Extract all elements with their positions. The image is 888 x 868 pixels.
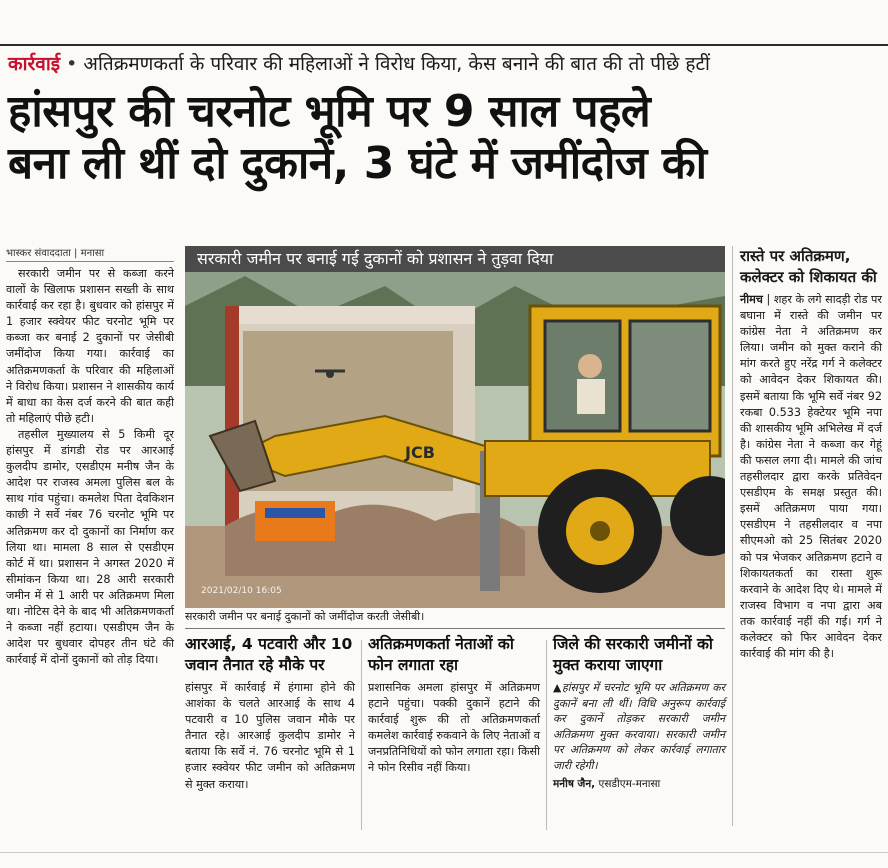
photo-timestamp: 2021/02/10 16:05 (201, 586, 282, 596)
sidebar-heading: रास्ते पर अतिक्रमण, कलेक्टर को शिकायत की (740, 247, 877, 286)
headline (8, 86, 884, 190)
byline: भास्कर संवाददाता | मनासा (6, 245, 174, 262)
main-story-column (6, 245, 174, 668)
section-tag: कार्रवाई (8, 53, 61, 75)
kicker-bullet: • (66, 53, 78, 75)
signature-title: एसडीएम-मनासा (598, 777, 661, 790)
quote-signature (553, 776, 725, 792)
sidebar-text: | शहर के लगे सादड़ी रोड पर बघाना में रास्ते की जमीन पर कांग्रेस नेता ने अतिक्रमण कर लिया। जमीन को मुक्त कराने की मांग करते हुए नरेंद्र गर्ग ने कलेक्टर को आवेदन देकर शिकायत की। इसमें बताया कि भूमि सर्वे नंबर 92 रकबा 0.533 हेक्टेयर भूमि नपा की शासकीय भूमि अभिलेख में दर्ज है। कांग्रेस नेता ने कब्जा कर गेहूं की फसल लगा दी। मामले की जांच तहसीलदार द्वारा करके प्रतिवेदन एसडीएम के समक्ष प्रस्तुत की। इसमें अतिक्रमण पाया गया। एसडीएम ने तहसीलदार व नपा सीएमओ को 25 सितंबर 2020 को पत्र भेजकर अतिक्रमण हटाने व शिकायतकर्ता का रास्ता शुरू करवाने के आदेश दिए थे। मामले में राजस्व विभाग व नपा द्वारा अब तक कार्रवाई नहीं की गई। गर्ग ने कलेक्टर को फिर आवेदन देकर कार्रवाई की मांग की है। (740, 293, 882, 661)
main-story-paragraph-2: तहसील मुख्यालय से 5 किमी दूर हांसपुर में डांगडी रोड पर आरआई कुलदीप डामोर, एसडीएम मनीष जैन के आदेश पर राजस्व अमला पुलिस बल के साथ गांव पहुंचा। कमलेश पिता देवकिशन काछी ने सर्वे नंबर 76 चरनोट भूमि पर अतिक्रमण कर दो दुकानों का निर्माण कर लिया था। मामला 8 साल से एसडीएम कोर्ट में था। प्रशासन ने अगस्त 2020 में सीमांकन किया था। 28 आरी सरकारी जमीन में से 1 आरी पर अतिक्रमण मिला था। नोटिस देने के बाद भी अतिक्रमणकर्ता ने कब्जा नहीं हटाया। एसडीएम जैन के आदेश पर बुधवार दोपहर तीन घंटे की कार्रवाई में दोनों दुकानों को तोड़ दिया। (6, 427, 174, 667)
sub-story-3-heading: जिले की सरकारी जमीनों को मुक्त कराया जाएगा (553, 635, 713, 674)
sub-story-3 (553, 634, 725, 792)
sub-story-2 (368, 634, 540, 777)
jcb-logo: JCB (405, 443, 435, 462)
sdm-quote: ▲हांसपुर में चरनोट भूमि पर अतिक्रमण कर दुकानें बना ली थीं। विधि अनुरूप कार्रवाई कर दुकानें तोड़कर सरकारी जमीन अतिक्रमण मुक्त करवाया। सरकारी जमीन पर अतिक्रमण को लेकर कार्रवाई लगातार जारी रहेगी। (553, 681, 725, 772)
signature-name: मनीष जैन, (553, 777, 596, 790)
sub-story-2-heading: अतिक्रमणकर्ता नेताओं को फोन लगाता रहा (368, 635, 514, 674)
sub-story-1-heading: आरआई, 4 पटवारी और 10 जवान तैनात रहे मौके पर (185, 635, 353, 674)
caption-rule (185, 628, 725, 629)
news-photo (185, 246, 725, 608)
sub-story-2-text: प्रशासनिक अमला हांसपुर में अतिक्रमण हटाने पहुंचा। पक्की दुकानें हटाने की कार्रवाई शुरू की तो अतिक्रमणकर्ता कमलेश कार्रवाई रुकवाने के लिए नेताओं व जनप्रतिनिधियों को फोन लगाता रहा। किसी ने फोन रिसीव नहीं किया। (368, 681, 540, 775)
kicker-text: अतिक्रमणकर्ता के परिवार की महिलाओं ने विरोध किया, केस बनाने की बात की तो पीछे हटीं (83, 53, 710, 75)
headline-line-1: हांसपुर की चरनोट भूमि पर 9 साल पहले (8, 86, 651, 137)
sidebar-divider (732, 246, 733, 826)
kicker (8, 52, 888, 76)
photo-caption: सरकारी जमीन पर बनाई दुकानों को जमींदोज करती जेसीबी। (185, 610, 425, 623)
sidebar-story (740, 246, 882, 662)
sub-story-1 (185, 634, 355, 793)
column-divider (361, 640, 362, 830)
main-story-paragraph-1: सरकारी जमीन पर से कब्जा करने वालों के खिलाफ प्रशासन सख्ती के साथ कार्रवाई कर रहा है। बुधवार को हांसपुर में 1 हजार स्क्वेयर फीट चरनोट भूमि पर कब्जा कर बनाई 2 दुकानों पर जेसीबी जमींदोज किया गया। कार्रवाई का अतिक्रमणकर्ता के परिवार की महिलाओं ने विरोध किया। प्रशासन ने शासकीय कार्य में बाधा का केस दर्ज करने की बात कही तो महिलाएं पीछे हटी। (6, 267, 174, 425)
jcb-demolition-illustration (185, 246, 725, 608)
photo-title-banner: सरकारी जमीन पर बनाई गई दुकानों को प्रशासन ने तुड़वा दिया (185, 246, 725, 272)
top-rule (0, 44, 888, 46)
bottom-rule (0, 852, 888, 853)
headline-line-2: बना ली थीं दो दुकानें, 3 घंटे में जमींदोज की (8, 138, 707, 189)
column-divider (546, 640, 547, 830)
sidebar-dateline: नीमच (740, 293, 763, 306)
sub-story-1-text: हांसपुर में कार्रवाई में हंगामा होने की आशंका के चलते आरआई के साथ 4 पटवारी व 10 पुलिस जवान मौके पर तैनात रहे। आरआई कुलदीप डामोर ने बताया कि सर्वे नं. 76 चरनोट भूमि से 1 हजार स्क्वेयर फीट जमीन को अतिक्रमण से मुक्त कराया। (185, 681, 355, 791)
